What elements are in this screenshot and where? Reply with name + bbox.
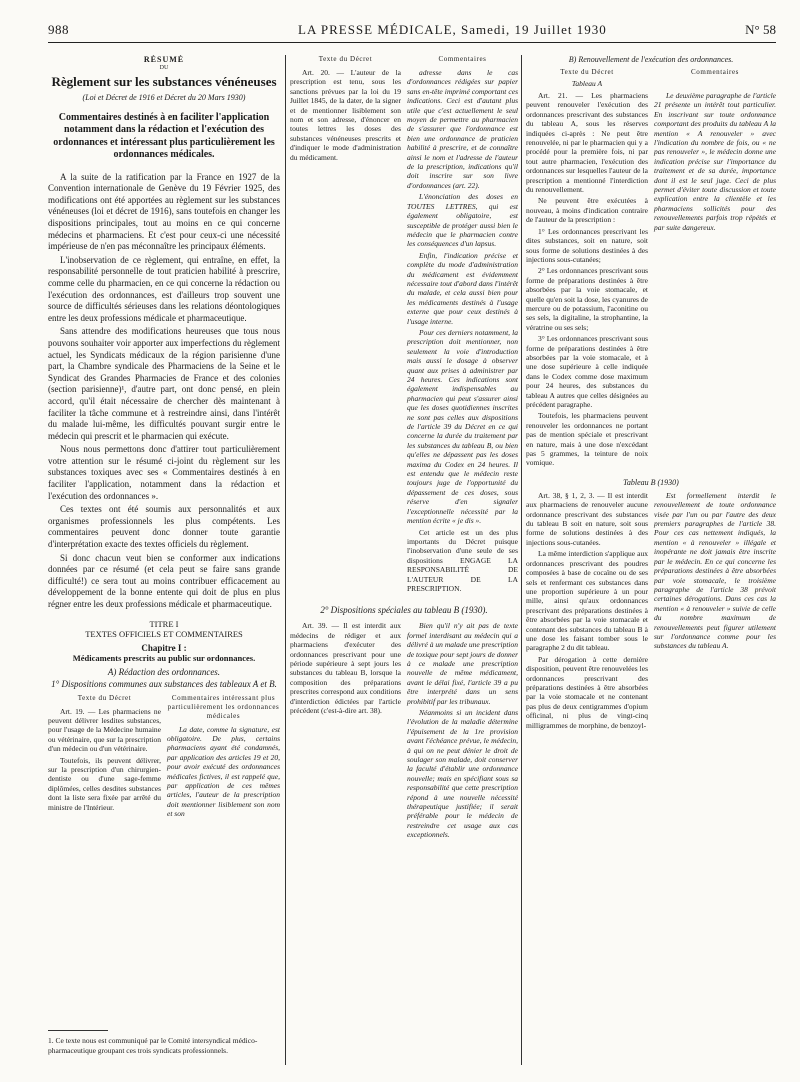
art-20-commentary: L'énonciation des doses en TOUTES LETTRES, qui est également obligatoire, est susceptible de protéger aussi bien le médecin que le pharmacien contre les conséquences d'un lapsus. — [407, 192, 518, 249]
titre-heading: TITRE I — [149, 618, 179, 629]
table-header-right: Commentaires — [438, 55, 487, 63]
art-20-commentary: Enfin, l'indication précise et complète du mode d'administration du médicament est évidemment nécessaire tout d'abord dans l'intérêt du malade, et cela aussi bien pour les médicaments destinés à l'usage externe que pour ceux destinés à l'usage interne. — [407, 250, 518, 326]
du-label: DU — [159, 65, 169, 71]
art-20-text: Art. 20. — L'auteur de la prescription est tenu, sous les sanctions prévues par la loi du 19 Juillet 1845, de la dater, de la signer et de mentionner lisiblement son nom et son adresse, d'énoncer en toutes lettres les doses des substances vénéneuses prescrits et d'indiquer le mode d'administration du médicament. — [290, 68, 401, 162]
footnote-rule — [48, 1030, 108, 1031]
column-divider — [285, 55, 286, 1065]
art-38-text: Art. 38, § 1, 2, 3. — Il est interdit aux pharmaciens de renouveler aucune ordonnance prescrivant des substances du tableau B soit en nature, soit sous forme de solutions destinées à des injections sous-cutanées. — [526, 490, 648, 547]
art-21-text: Ne peuvent être exécutées à nouveau, à moins d'indication contraire de l'auteur de la prescription : — [526, 196, 648, 225]
art-19-text: Toutefois, ils peuvent délivrer, sur la prescription d'un chirurgien-dentiste ou d'une sage-femme diplômées, celles desdites substances dont la liste sera fixée par arrêté du ministre de l'Intérieur. — [48, 755, 161, 812]
art-21-commentary: Le deuxième paragraphe de l'article 21 présente un intérêt tout particulier. En inscrivant sur toute ordonnance comportant des produits du tableau A la mention « A renouveler » avec l'indication du nombre de fois, ou « ne pas renouveler », le médecin donne une indication précise sur l'importance du traitement et de sa durée, importance dont il est le seul juge. Ceci de plus permet d'éviter toute discussion et toute explication entre la clientèle et les pharmaciens sollicités pour des renouvellements parfois trop répétés et par suite dangereux. — [654, 91, 776, 232]
column-divider — [521, 55, 522, 1065]
art-20-commentary: Pour ces derniers notamment, la prescription doit mentionner, non seulement la voie d'introduction mais aussi le dosage à observer quant aux prises à administrer par 24 heures. Ces indications sont également indispensables au pharmacien qui peut s'assurer ainsi que les doses quotidiennes inscrites ne sont pas celles aux dispositions de l'article 39 du Décret en ce qui concerne la durée du traitement par les substances du tableau B, ou bien qu'elles ne dépassent pas les doses maxima du Codex en 24 heures. Il est entendu que le médecin reste toujours juge de l'opportunité du dépassement de ces doses, sous réserve d'en signaler l'exceptionnelle nécessité par la mention écrite « je dis ». — [407, 327, 518, 526]
art-38-text: La même interdiction s'applique aux ordonnances prescrivant des poudres composées à base de cocaïne ou de ses sels et renfermant ces substances dans une proportion supérieure à un pour mille, ainsi qu'aux ordonnances prescrivant des préparations destinées à être absorbées par la voie stomacale et contenant des substances du tableau B à une dose les faisant tomber sous le paragraphe 2 du dit tableau. — [526, 549, 648, 653]
column-1 — [48, 55, 280, 1025]
chapitre-subheading: Médicaments prescrits au public sur ordonnances. — [72, 652, 256, 663]
art-38-text: Par dérogation à cette dernière disposition, peuvent être renouvelées les ordonnances prescrivant des préparations destinées à être absorbées par la voie stomacale et ne contenant pas plus de deux centigrammes d'opium officinal, ni plus de vingt-cinq milligrammes de morphine, de benzoyl- — [526, 654, 648, 730]
page-header — [48, 22, 776, 40]
section-b-heading: B) Renouvellement de l'exécution des ordonnances. — [568, 55, 734, 64]
page-number: 988 — [48, 22, 69, 37]
titre-subheading: TEXTES OFFICIELS ET COMMENTAIRES — [85, 628, 243, 639]
article-title: Règlement sur les substances vénéneuses — [51, 74, 277, 89]
table-header-right: Commentaires intéressant plus particulièrement les ordonnances médicales — [167, 693, 280, 720]
article-subtitle: (Loi et Décret de 1916 et Décret du 20 Mars 1930) — [82, 93, 246, 102]
tableau-a-label: Tableau A — [571, 79, 603, 88]
intro-paragraph: Ces textes ont été soumis aux personnalités et aux organismes professionnels les plus compétents. Les commentaires peuvent donc donner toute garantie d'interprétation exacte des textes officiels du règlement. — [48, 504, 280, 550]
column-3 — [526, 55, 776, 1070]
art-39-text: Art. 39. — Il est interdit aux médecins de rédiger et aux pharmaciens d'exécuter des ordonnances prescrivant pour une période supérieure à sept jours les substances du tableau B, lorsque la composition des préparations prescrites correspond aux conditions d'interdiction édictées par l'article précédent (c'est-à-dire art. 38). — [290, 621, 401, 715]
column-2 — [290, 55, 518, 1070]
art-21-text: Toutefois, les pharmaciens peuvent renouveler les ordonnances ne portant pas de mention spéciale et prescrivant en nature, mais à une dose n'excédant pas 5 grammes, la teinture de noix vomique. — [526, 411, 648, 468]
issue-number: N° 58 — [745, 22, 776, 37]
art-21-text: 2° Les ordonnances prescrivant sous forme de préparations destinées à être absorbées par la voie stomacale, et quelle qu'en soit la dose, les cyanures de mercure ou de potassium, l'aconitine ou ses sels, la digitaline, la strophantine, la vératrine ou ses sels; — [526, 266, 648, 332]
newspaper-title: LA PRESSE MÉDICALE, Samedi, 19 Juillet 1930 — [298, 22, 607, 37]
art-21-text: 1° Les ordonnances prescrivant les dites substances, soit en nature, soit sous forme de solutions destinées à des injections sous-cutanées; — [526, 226, 648, 264]
table-header-left: Texte du Décret — [560, 68, 614, 76]
art-19-text: Art. 19. — Les pharmaciens ne peuvent délivrer lesdites substances, pour l'usage de la Médecine humaine ou vétérinaire, que sur la prescription d'un médecin ou d'un vétérinaire. — [48, 706, 161, 754]
intro-paragraph: Si donc chacun veut bien se conformer aux indications données par ce résumé (et cela peut se faire sans grande difficulté!) ce sera tout au moins contribuer efficacement au développement de la bonne entente qui doit de plus en plus régner entre les deux professions médicale et pharmaceutique. — [48, 552, 280, 609]
art-19-commentary: La date, comme la signature, est obligatoire. De plus, certains pharmaciens ayant été condamnés, par application des articles 19 et 20, pour avoir exécuté des ordonnances médicales fictives, il est rappelé que, par application de ces mêmes articles, l'auteur de la prescription doit mentionner lisiblement son nom et son — [167, 724, 280, 819]
table-header-left: Texte du Décret — [77, 693, 132, 702]
intro-paragraph: A la suite de la ratification par la France en 1927 de la Convention internationale de Genève du 19 Février 1925, des modifications ont été apportées au règlement sur les substances vénéneuses (loi et décret de 1916), sans toutefois en changer les dispositions principales, tout au moins en ce qui concerne médecins et pharmaciens. Et c'est pour ceux-ci une nécessité impérieuse de n'en pas méconnaître les principaux éléments. — [48, 171, 280, 252]
section-a-heading: A) Rédaction des ordonnances. — [107, 666, 221, 677]
art-39-commentary: Néanmoins si un incident dans l'évolution de la maladie détermine l'épuisement de la 1re provision avant l'échéance prévue, le médecin, à qui on ne peut dénier le droit de soulager son malade, doit conserver la faculté d'établir une ordonnance nouvelle; mais en spécifiant sous sa responsabilité que cette prescription répond à une nouvelle nécessité thérapeutique justifiée; il serait préférable pour le médecin de restreindre cet usage aux cas exceptionnels. — [407, 708, 518, 840]
resume-label: RÉSUMÉ — [143, 55, 185, 64]
art-38-commentary: Est formellement interdit le renouvellement de toute ordonnance visée par l'un ou par l'autre des deux premiers paragraphes de l'article 38. Pour ces cas nettement indiqués, la mention « à renouveler » illégale et inopérante ne doit jamais être inscrite par le médecin. En ce qui concerne les préparations destinées à être absorbées par voie stomacale, le troisième paragraphe de l'article 38 prévoit certaines dérogations. Dans ces cas la mention « à renouveler » suivie de celle du nombre maximum de renouvellements peut figurer utilement sur l'ordonnance comme pour les substances du tableau A. — [654, 490, 776, 651]
tableau-b-label: Tableau B (1930) — [623, 477, 679, 487]
lead-paragraph: Commentaires destinés à en faciliter l'application notamment dans la rédaction et l'exécution des ordonnances et intéressant plus particulièrement les ordonnances médicales. — [53, 112, 275, 161]
table-header-right: Commentaires — [690, 68, 740, 76]
intro-paragraph: Nous nous permettons donc d'attirer tout particulièrement votre attention sur le résumé ci-joint du règlement sur les substances toxiques avec ses « Commentaires destinés à en faciliter l'application, notamment dans la rédaction et l'exécution des ordonnances ». — [48, 444, 280, 501]
art-20-commentary: Cet article est un des plus importants du Décret puisque l'inobservation d'une seule de ses dispositions ENGAGE LA RESPONSABILITÉ DE L'AUTEUR DE LA PRESCRIPTION. — [407, 527, 518, 593]
chapitre-heading: Chapitre I : — [141, 642, 187, 653]
intro-paragraph: L'inobservation de ce règlement, qui entraîne, en effet, la responsabilité personnelle de tout praticien habilité à prescrire, comme celle du pharmacien, en ce qui concerne la rédaction ou l'exécution des ordonnances, est d'ailleurs trop souvent une source de difficultés sérieuses dans les relations déontologiques entre les deux professions médicale et pharmaceutique. — [48, 254, 280, 323]
art-21-text: Art. 21. — Les pharmaciens peuvent renouveler l'exécution des ordonnances prescrivant des substances du tableau A, sous les réserves indiquées ci-après : Ne peut être renouvelée, ni par le pharmacien qui y a procédé pour la première fois, ni par tout autre pharmacien, l'exécution des ordonnances sur lesquelles l'auteur de la prescription a mentionné l'interdiction du renouvellement. — [526, 91, 648, 195]
section-2-heading: 2° Dispositions spéciales au tableau B (1930). — [320, 605, 488, 616]
art-39-commentary: Bien qu'il n'y ait pas de texte formel interdisant au médecin qui a délivré à un malade une prescription de toxique pour sept jours de donner à ce malade une prescription nouvelle de même médicament, avant le délai fixé, l'article 39 a pu être interprété dans un sens prohibitif par les tribunaux. — [407, 621, 518, 706]
header-rule — [48, 42, 776, 43]
section-a1-heading: 1° Dispositions communes aux substances des tableaux A et B. — [51, 678, 277, 689]
intro-paragraph: Sans attendre des modifications heureuses que tous nous pouvons souhaiter voir apporter aux imperfections du règlement actuel, les Syndicats médicaux de la région parisienne d'une part, la Chambre syndicale des Pharmaciens de la Seine et le Syndicat des Grandes Pharmacies de France et des colonies (section parisienne)¹, d'autre part, ont donc pensé, en plein accord, qu'il était nécessaire de chercher dès maintenant à faciliter la tâche commune et à restreindre ainsi, dans l'intérêt du malade lui-même, les difficultés pouvant surgir entre le médecin qui prescrit et le pharmacien qui exécute. — [48, 326, 280, 441]
art-21-text: 3° Les ordonnances prescrivant sous forme de préparations destinées à être absorbées par la voie stomacale, et à une dose supérieure à celle indiquée dans le Codex comme dose maximum pour 24 heures, des substances du tableau A autres que celles désignées au précédent paragraphe. — [526, 334, 648, 409]
table-header-left: Texte du Décret — [318, 55, 373, 63]
footnote: 1. Ce texte nous est communiqué par le Comité intersyndical médico-pharmaceutique groupant ces trois syndicats professionnels. — [48, 1036, 258, 1055]
art-20-commentary: adresse dans le cas d'ordonnances rédigées sur papier sans en-tête imprimé comportant ces indications. Ceci est d'autant plus utile que c'est actuellement le seul moyen de permettre au pharmacien de s'assurer que l'ordonnance est bien une ordonnance de praticien habilité à prescrire, et de connaître ainsi le nom et l'adresse de l'auteur de la prescription, indications qu'il doit inscrire sur son livre d'ordonnances (art. 22). — [407, 68, 518, 190]
